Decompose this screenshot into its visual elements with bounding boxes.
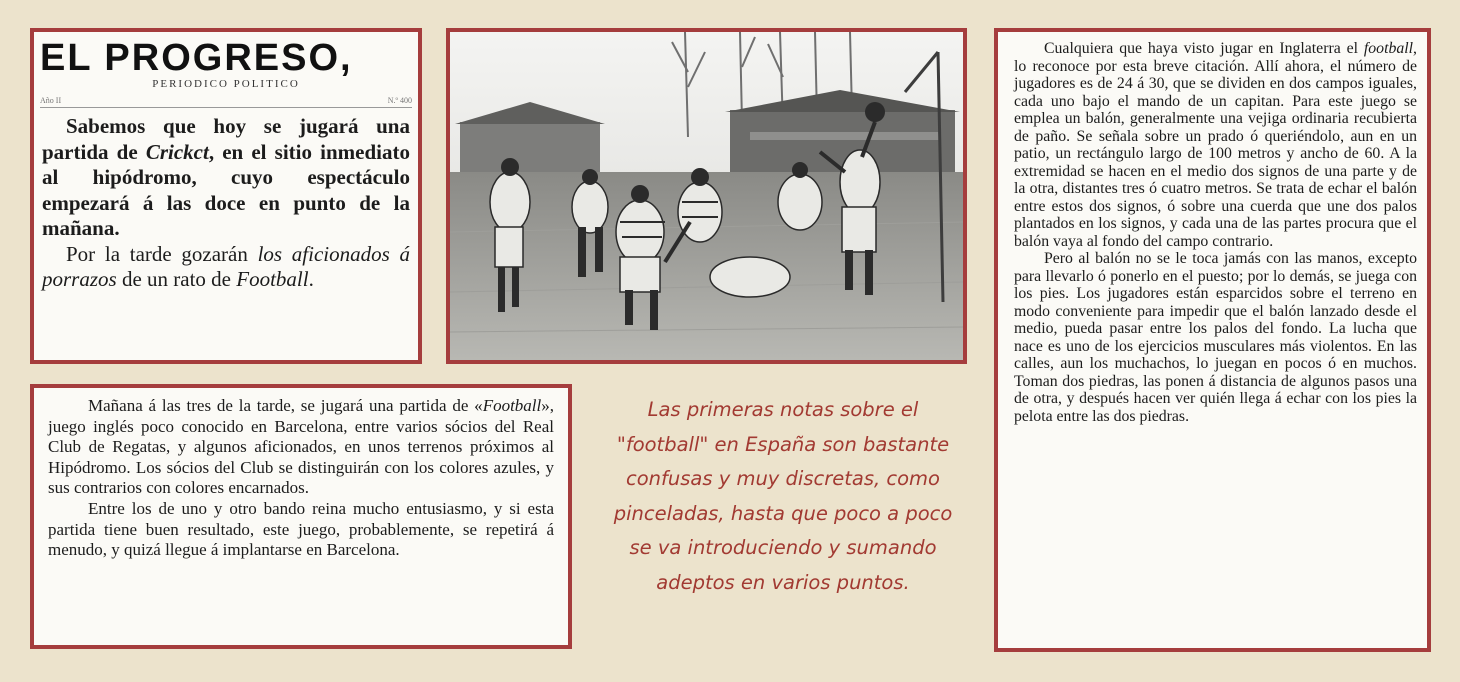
el-progreso-clipping	[30, 28, 422, 364]
clipping-text	[998, 32, 1427, 425]
clipping-paragraph: Pero al balón no se le toca jamás con las manos, excepto para llevarlo ó ponerlo en el puesto; por lo demás, se juega con los pies. Los jugadores están esparcidos sobre el terreno en modo conveniente para impedir que el balón lanzado desde el medio, pueda pasar entre los palos del fondo. La lucha que nace es uno de los ejercicios musculares más violentos. En las calles, aun los muchachos, lo juegan en pocos ó en muchos. Toman dos piedras, las ponen á distancia de algunos pasos una de otra, y después hacen ver quién llega á echar con los pies la pelota entre las dos piedras.	[1014, 250, 1417, 425]
clipping-paragraph: Mañana á las tres de la tarde, se jugará una partida de «Football», juego inglés poco conocido en Barcelona, entre varios sócios del Real Club de Regatas, y algunos aficionados, en unos terrenos próximos al Hipódromo. Los sócios del Club se distinguirán con los colores azules, y sus contrarios con colores encarnados.	[48, 396, 554, 498]
football-rules-clipping	[994, 28, 1431, 652]
football-engraving-image	[446, 28, 967, 364]
barcelona-match-clipping	[30, 384, 572, 649]
football-match-illustration	[450, 32, 963, 360]
caption-text: Las primeras notas sobre el "football" en España son bastante confusas y muy discretas, como pinceladas, hasta que poco a poco se va introduciendo y sumando adeptos en varios puntos.	[613, 398, 953, 594]
clipping-text	[34, 388, 568, 561]
dateline-right: N.º 400	[387, 96, 412, 105]
clipping-paragraph: Por la tarde gozarán los aficionados á porrazos de un rato de Football.	[42, 241, 410, 291]
dateline-left: Año II	[40, 96, 62, 105]
clipping-text	[34, 108, 418, 293]
clipping-paragraph: Sabemos que hoy se jugará una partida de Crickct, en el sitio inmediato al hipódromo, cuyo espectáculo empezará á las doce en punto de la mañana.	[42, 114, 410, 240]
newspaper-subtitle: PERIODICO POLITICO	[152, 78, 300, 90]
clipping-paragraph: Cualquiera que haya visto jugar en Inglaterra el football, lo reconoce por esta breve citación. Allí ahora, el número de jugadores es de 24 á 30, que se dividen en dos campos iguales, cada uno bajo el mando de un capitan. Para este juego se emplea un balón, generalmente una vejiga ordinaria recubierta de paño. Se señala sobre un prado ó queriéndolo, aun en un patio, un rectángulo largo de 100 metros y ancho de 60. A la extremidad se hacen en el medio dos signos de una parte y de la otra, distantes tres ó cuatro metros. Se trata de echar el balón entre estos dos signos, ó sobre una cuerda que une dos palos plantados en los signos, y cada una de las partes procura que el balón vaya al fondo del campo contrario.	[1014, 40, 1417, 250]
clipping-paragraph: Entre los de uno y otro bando reina mucho entusiasmo, y si esta partida tiene buen resultado, este juego, probablemente, se repetirá á menudo, y quizá llegue á implantarse en Barcelona.	[48, 498, 554, 560]
newspaper-dateline	[40, 96, 412, 108]
newspaper-masthead: EL PROGRESO,	[40, 37, 353, 79]
